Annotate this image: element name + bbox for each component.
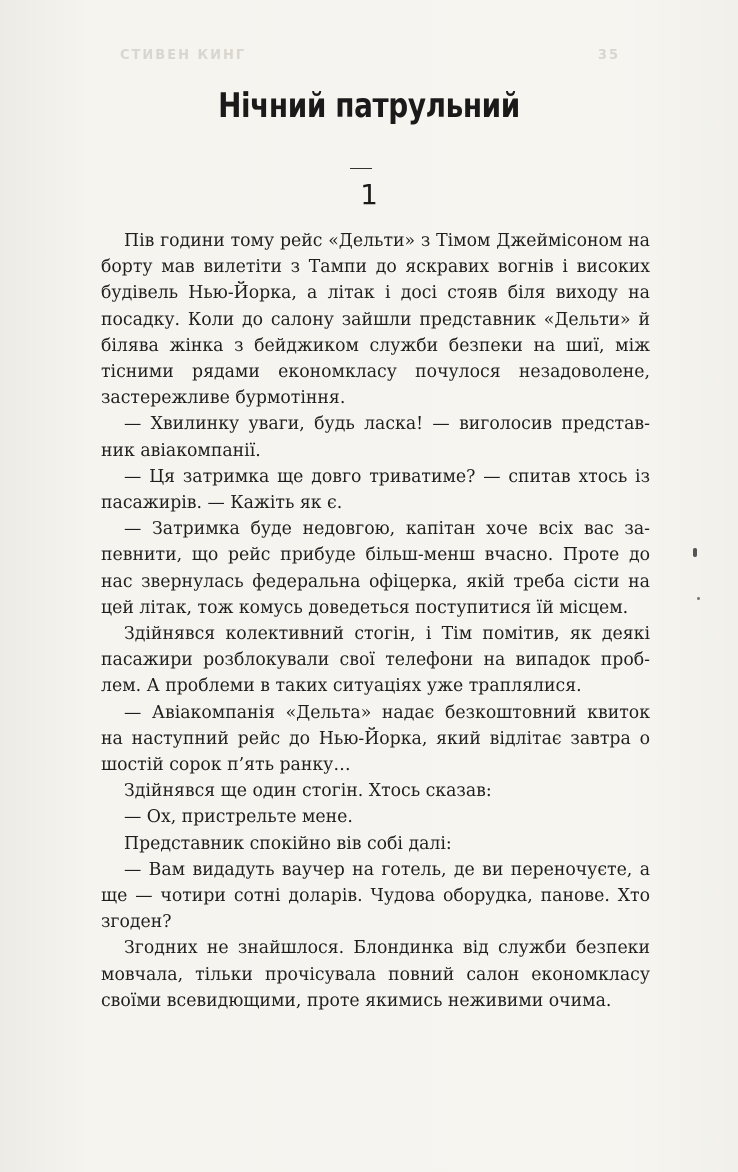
running-head: [120, 48, 620, 62]
paragraph: — Авіакомпанія «Дельта» надає безкоштовний квиток на наступний рейс до Нью-Йорка, який відлітає завтра о шостій сорок п’ять ранку…: [101, 702, 650, 776]
chapter-title: Нічний патрульний: [218, 86, 520, 126]
running-head-author: СТИВЕН КИНГ: [120, 48, 247, 63]
section-number: 1: [360, 178, 378, 211]
paragraph: Пів години тому рейс «Дельти» з Тімом Джеймісоном на борту мав вилетіти з Тампи до яскравих вогнів і високих будівель Нью-Йорка, а літак і досі стояв біля виходу на посадку. Коли до салону зайшли представник «Дельти» й білява жінка з бейджиком служби безпеки на шиї, між тісними рядами економкласу почулося незадоволене, застережливе бурмотіння.: [101, 231, 650, 409]
paragraph: — Затримка буде недовгою, капітан хоче всіх вас запевнити, що рейс прибуде більш-менш вчасно. Проте до нас звернулась федеральна офіцерка, якій треба сісти на цей літак, тож комусь доведеться поступитися їй місцем.: [101, 519, 650, 618]
paragraph: — Ох, пристрельте мене.: [124, 807, 353, 828]
paragraph: — Ця затримка ще довго триватиме? — спитав хтось із пасажирів. — Кажіть як є.: [101, 466, 650, 514]
body-text: [101, 228, 650, 1014]
paragraph: Згодних не знайшлося. Блондинка від служби безпеки мовчала, тільки прочісувала повний салон економкласу своїми всевидющими, проте якимись неживими очима.: [101, 938, 650, 1011]
paragraph: Представник спокійно вів собі далі:: [124, 833, 452, 854]
margin-mark: [693, 548, 697, 557]
paragraph: — Вам видадуть ваучер на готель, де ви переночуєте, а ще — чотири сотні доларів. Чудова оборудка, панове. Хто згоден?: [101, 859, 650, 933]
page-number: 35: [597, 48, 620, 63]
paragraph: Здійнявся колективний стогін, і Тім помітив, як деякі пасажири розблокували свої телефони на випадок проблем. А проблеми в таких ситуаціях уже траплялися.: [101, 624, 650, 697]
paragraph: Здійнявся ще один стогін. Хтось сказав:: [124, 781, 492, 802]
margin-dot: [697, 597, 700, 600]
title-divider: [350, 168, 372, 169]
paragraph: — Хвилинку уваги, будь ласка! — виголосив представник авіакомпанії.: [101, 414, 650, 461]
